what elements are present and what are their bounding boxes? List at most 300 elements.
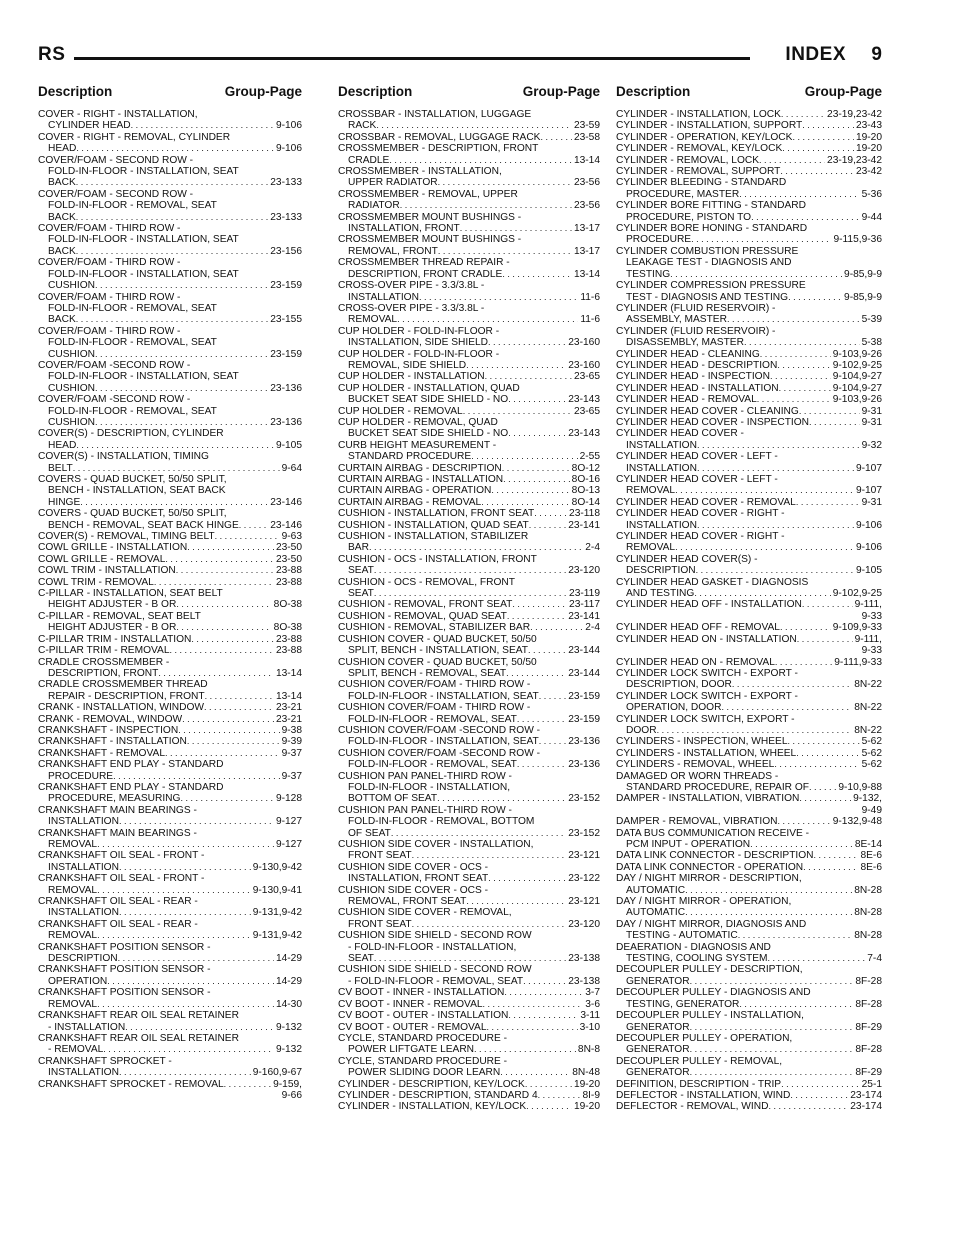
dot-leader bbox=[512, 599, 567, 610]
entry-line bbox=[338, 793, 600, 804]
entry-line bbox=[338, 132, 600, 143]
spacer bbox=[616, 611, 860, 622]
entry-line bbox=[616, 782, 882, 793]
entry-line bbox=[338, 1022, 600, 1033]
dot-leader bbox=[802, 120, 854, 131]
entry-line bbox=[616, 953, 882, 964]
entry-text: COWL TRIM - REMOVAL bbox=[38, 576, 154, 588]
entry-text: CYLINDERS - INSTALLATION, WHEEL bbox=[616, 747, 797, 759]
entry-line bbox=[616, 1067, 882, 1078]
entry-text: FOLD-IN-FLOOR - REMOVAL, BOTTOM bbox=[348, 816, 535, 828]
dot-leader bbox=[539, 736, 567, 747]
index-entry bbox=[338, 657, 600, 680]
entry-text: CRANKSHAFT OIL SEAL - FRONT - bbox=[38, 850, 205, 862]
page-ref-continued: 9-66 bbox=[281, 1089, 302, 1101]
entry-line bbox=[38, 793, 302, 804]
index-entry bbox=[616, 508, 882, 531]
dot-leader bbox=[125, 1022, 274, 1033]
index-entry bbox=[38, 759, 302, 782]
index-entry bbox=[338, 440, 600, 463]
entry-text: COVER/FOAM -SECOND ROW - bbox=[38, 394, 191, 406]
dot-leader bbox=[95, 349, 268, 360]
dot-leader bbox=[534, 508, 567, 519]
entry-text: CUSHION bbox=[48, 382, 95, 394]
page-ref: 9-102,9-25 bbox=[832, 588, 882, 600]
page-ref: 23-136 bbox=[270, 416, 302, 428]
page-ref: 23-120 bbox=[568, 918, 600, 930]
entry-text: CROSSMEMBER MOUNT BUSHINGS - bbox=[338, 234, 522, 246]
entry-line bbox=[38, 200, 302, 211]
entry-text: - INSTALLATION bbox=[48, 1021, 126, 1033]
index-entry bbox=[616, 349, 882, 360]
entry-line bbox=[338, 497, 600, 508]
entry-line bbox=[338, 748, 600, 759]
index-entry bbox=[338, 1079, 600, 1090]
dot-leader bbox=[739, 189, 859, 200]
entry-line bbox=[338, 371, 600, 382]
entry-line bbox=[38, 839, 302, 850]
page-ref: 23-174 bbox=[850, 1101, 882, 1113]
entry-text: CUP HOLDER - REMOVAL, QUAD bbox=[338, 416, 498, 428]
entry-line bbox=[616, 497, 882, 508]
entry-line bbox=[38, 166, 302, 177]
page-ref: 23-58 bbox=[573, 131, 600, 143]
page-ref: 8O-13 bbox=[571, 485, 600, 497]
entry-line bbox=[338, 383, 600, 394]
dot-leader bbox=[685, 907, 852, 918]
index-entry bbox=[616, 691, 882, 714]
entry-text: CURTAIN AIRBAG - DESCRIPTION bbox=[338, 462, 502, 474]
entry-line bbox=[616, 485, 882, 496]
index-entry bbox=[616, 942, 882, 965]
dot-leader bbox=[781, 109, 825, 120]
entry-line bbox=[38, 964, 302, 975]
entry-text: HEIGHT ADJUSTER - B OR bbox=[48, 622, 177, 634]
entry-line bbox=[38, 714, 302, 725]
entry-line bbox=[338, 223, 600, 234]
page-ref: 8I-9 bbox=[582, 1089, 600, 1101]
page-ref: 13-14 bbox=[275, 690, 302, 702]
entry-text: FOLD-IN-FLOOR - REMOVAL, SEAT bbox=[348, 713, 517, 725]
entry-text: DECOUPLER PULLEY - DIAGNOSIS AND bbox=[616, 987, 811, 999]
page-ref: 23-146 bbox=[270, 519, 302, 531]
entry-line bbox=[338, 177, 600, 188]
index-entry bbox=[616, 383, 882, 394]
entry-text: TEST - DIAGNOSIS AND TESTING bbox=[626, 291, 789, 303]
dot-leader bbox=[792, 132, 854, 143]
index-entry bbox=[616, 634, 882, 657]
dot-leader bbox=[690, 976, 854, 987]
page-ref: 9-104,9-27 bbox=[832, 382, 882, 394]
dot-leader bbox=[788, 736, 860, 747]
entry-text: CYLINDER BORE FITTING - STANDARD bbox=[616, 200, 806, 212]
entry-text: CYLINDER HEAD - INSPECTION bbox=[616, 371, 770, 383]
dot-leader bbox=[529, 520, 567, 531]
dot-leader bbox=[738, 930, 853, 941]
entry-text: C-PILLAR TRIM - INSTALLATION bbox=[38, 633, 192, 645]
index-entry bbox=[38, 1033, 302, 1056]
dot-leader bbox=[374, 588, 567, 599]
entry-line bbox=[338, 634, 600, 645]
entry-text: CYLINDER - INSTALLATION, LOCK bbox=[616, 109, 781, 120]
group-page-header: Group-Page bbox=[522, 84, 600, 99]
index-entry bbox=[338, 1033, 600, 1056]
page-ref: 19-20 bbox=[573, 1078, 600, 1090]
index-entry bbox=[38, 964, 302, 987]
entry-line bbox=[616, 964, 882, 975]
entry-text: CYLINDERS - INSPECTION, WHEEL bbox=[616, 736, 788, 748]
entry-text: GENERATOR bbox=[626, 1044, 690, 1056]
dot-leader bbox=[538, 1090, 581, 1101]
index-entry bbox=[38, 542, 302, 553]
index-entry bbox=[38, 155, 302, 189]
index-entry bbox=[616, 474, 882, 497]
index-entry bbox=[616, 451, 882, 474]
page-number: 9 bbox=[871, 44, 882, 65]
dot-leader bbox=[107, 976, 274, 987]
index-entry bbox=[338, 280, 600, 303]
entry-text: BOTTOM OF SEAT bbox=[348, 793, 438, 805]
entry-line bbox=[38, 303, 302, 314]
index-entry bbox=[338, 474, 600, 485]
entry-text: CRANKSHAFT - INSTALLATION bbox=[38, 736, 187, 748]
dot-leader bbox=[95, 383, 268, 394]
entry-line bbox=[616, 976, 882, 987]
entry-text: CUSHION - REMOVAL, FRONT SEAT bbox=[338, 599, 513, 611]
entry-text: DECOUPLER PULLEY - REMOVAL, bbox=[616, 1055, 783, 1067]
entry-text: PROCEDURE, PISTON TO bbox=[626, 211, 752, 223]
page-ref: 23-143 bbox=[568, 394, 600, 406]
entry-text: COVER - RIGHT - REMOVAL, CYLINDER bbox=[38, 131, 231, 143]
entry-line bbox=[38, 736, 302, 747]
index-entry bbox=[616, 1090, 882, 1101]
index-entry bbox=[38, 326, 302, 360]
dot-leader bbox=[691, 234, 831, 245]
entry-line bbox=[38, 577, 302, 588]
page-ref: 8F-29 bbox=[855, 1021, 882, 1033]
entry-line bbox=[338, 736, 600, 747]
entry-line bbox=[338, 143, 600, 154]
index-entry bbox=[38, 748, 302, 759]
entry-line bbox=[616, 1044, 882, 1055]
page-ref: 23-160 bbox=[568, 337, 600, 349]
entry-text: CROSS-OVER PIPE - 3.3/3.8L - bbox=[338, 302, 485, 314]
page-ref: 23-43 bbox=[855, 120, 882, 132]
page-ref: 9-104,9-27 bbox=[832, 371, 882, 383]
page-ref: 3-7 bbox=[585, 987, 600, 999]
entry-line bbox=[616, 508, 882, 519]
entry-line bbox=[38, 326, 302, 337]
page-ref: 23-141 bbox=[568, 519, 600, 531]
entry-text: CURTAIN AIRBAG - OPERATION bbox=[338, 485, 492, 497]
index-entry bbox=[338, 1022, 600, 1033]
entry-text: CUSHION SIDE COVER - INSTALLATION, bbox=[338, 839, 534, 850]
entry-text: TESTING, GENERATOR bbox=[626, 998, 740, 1010]
entry-line bbox=[616, 428, 882, 439]
entry-text: LEAKAGE TEST - DIAGNOSIS AND bbox=[626, 257, 792, 269]
index-entry bbox=[616, 771, 882, 794]
page-ref: 9-37 bbox=[281, 747, 302, 759]
entry-text: ASSEMBLY, MASTER bbox=[626, 314, 727, 326]
entry-line bbox=[616, 748, 882, 759]
page-ref: 8N-28 bbox=[854, 930, 882, 942]
index-entry bbox=[338, 417, 600, 440]
index-entry bbox=[338, 679, 600, 702]
index-entry bbox=[338, 371, 600, 382]
dot-leader bbox=[778, 816, 831, 827]
entry-text: CYLINDER - REMOVAL, LOCK bbox=[616, 154, 760, 166]
entry-text: CUSHION SIDE COVER - OCS - bbox=[338, 861, 488, 873]
entry-line bbox=[338, 679, 600, 690]
index-entry bbox=[338, 1101, 600, 1112]
entry-line bbox=[338, 246, 600, 257]
page-ref: 23-117 bbox=[569, 599, 600, 611]
page-ref: 9-132,9-48 bbox=[832, 816, 882, 828]
entry-line bbox=[38, 371, 302, 382]
dot-leader bbox=[796, 748, 859, 759]
page-ref: 9-10,9-88 bbox=[838, 781, 882, 793]
entry-line bbox=[338, 428, 600, 439]
entry-line bbox=[338, 611, 600, 622]
entry-line bbox=[338, 691, 600, 702]
page-ref: 23-65 bbox=[573, 405, 600, 417]
dot-leader bbox=[790, 1090, 848, 1101]
entry-line bbox=[38, 645, 302, 656]
index-entry bbox=[616, 1033, 882, 1056]
entry-text: DATA LINK CONNECTOR - DESCRIPTION bbox=[616, 850, 814, 862]
entry-line bbox=[616, 463, 882, 474]
entry-line bbox=[616, 337, 882, 348]
entry-text: CROSSMEMBER - INSTALLATION, bbox=[338, 166, 502, 178]
page-ref: 9-106 bbox=[855, 542, 882, 554]
entry-text: CV BOOT - INNER - REMOVAL bbox=[338, 998, 483, 1010]
entry-line bbox=[38, 942, 302, 953]
entry-text: BAR bbox=[348, 542, 369, 554]
entry-text: SEAT bbox=[348, 953, 374, 965]
dot-leader bbox=[419, 292, 578, 303]
page-ref: 23-118 bbox=[569, 508, 600, 520]
entry-line bbox=[38, 816, 302, 827]
entry-line bbox=[616, 223, 882, 234]
entry-line bbox=[616, 257, 882, 268]
entry-line bbox=[38, 463, 302, 474]
entry-text: FOLD-IN-FLOOR - INSTALLATION, SEAT bbox=[348, 736, 539, 748]
entry-line bbox=[38, 497, 302, 508]
entry-text: TESTING bbox=[626, 268, 671, 280]
page-ref: 9-115,9-36 bbox=[833, 234, 882, 246]
entry-text: CROSSBAR - INSTALLATION, LUGGAGE bbox=[338, 109, 532, 120]
page-ref: 9-127 bbox=[275, 816, 302, 828]
index-entry bbox=[338, 1056, 600, 1079]
index-entry bbox=[616, 177, 882, 200]
dot-leader bbox=[412, 850, 567, 861]
page-ref: 8O-14 bbox=[571, 496, 600, 508]
index-entry bbox=[38, 942, 302, 965]
entry-text: DATA LINK CONNECTOR - OPERATION bbox=[616, 861, 804, 873]
entry-text: CUSHION bbox=[48, 280, 95, 292]
index-entry bbox=[616, 862, 882, 873]
entry-line bbox=[38, 657, 302, 668]
entry-line bbox=[38, 451, 302, 462]
manual-code: RS bbox=[38, 44, 66, 65]
entry-line bbox=[616, 474, 882, 485]
entry-line bbox=[616, 440, 882, 451]
entry-line bbox=[616, 554, 882, 565]
index-entry bbox=[616, 246, 882, 280]
index-entry bbox=[38, 828, 302, 851]
entry-line bbox=[38, 554, 302, 565]
entry-line bbox=[338, 109, 600, 120]
index-entry bbox=[338, 132, 600, 143]
entry-line bbox=[38, 1022, 302, 1033]
entry-line bbox=[616, 634, 882, 645]
entry-line bbox=[616, 1033, 882, 1044]
page-ref-continued: 9-33 bbox=[861, 645, 882, 657]
dot-leader bbox=[76, 314, 269, 325]
page-ref: 9-132 bbox=[275, 1044, 302, 1056]
entry-line bbox=[616, 451, 882, 462]
index-entry bbox=[38, 873, 302, 896]
index-entry bbox=[616, 143, 882, 154]
dot-leader bbox=[481, 497, 569, 508]
page-ref: 9-127 bbox=[275, 839, 302, 850]
entry-text: FOLD-IN-FLOOR - REMOVAL, SEAT bbox=[48, 337, 217, 349]
entry-line bbox=[338, 155, 600, 166]
entry-line bbox=[38, 314, 302, 325]
entry-line bbox=[38, 394, 302, 405]
index-entry bbox=[616, 109, 882, 120]
page-ref: 9-132, bbox=[853, 793, 882, 805]
page-ref: 5-62 bbox=[861, 736, 882, 748]
dot-leader bbox=[374, 953, 566, 964]
dot-leader bbox=[76, 177, 269, 188]
entry-text: CYLINDER HEAD GASKET - DIAGNOSIS bbox=[616, 576, 809, 588]
dot-leader bbox=[530, 622, 583, 633]
entry-line bbox=[38, 155, 302, 166]
index-entry bbox=[616, 657, 882, 668]
entry-line bbox=[616, 907, 882, 918]
index-entry bbox=[38, 428, 302, 451]
entry-line bbox=[38, 999, 302, 1010]
entry-text: CUSHION SIDE COVER - OCS - bbox=[338, 884, 488, 896]
dot-leader bbox=[768, 953, 866, 964]
index-entry bbox=[338, 1090, 600, 1101]
entry-line bbox=[616, 1090, 882, 1101]
index-entry bbox=[38, 919, 302, 942]
entry-line bbox=[38, 987, 302, 998]
entry-text: CRANK - INSTALLATION, WINDOW bbox=[38, 702, 205, 714]
page-ref: 9-105 bbox=[275, 439, 302, 451]
entry-line bbox=[338, 919, 600, 930]
index-entry bbox=[38, 634, 302, 645]
entry-text: CRANKSHAFT SPROCKET - REMOVAL bbox=[38, 1078, 224, 1090]
index-entry bbox=[338, 554, 600, 577]
entry-line bbox=[616, 166, 882, 177]
entry-text: CRANKSHAFT POSITION SENSOR - bbox=[38, 964, 211, 976]
dot-leader bbox=[391, 828, 566, 839]
entry-text: CRADLE bbox=[348, 154, 390, 166]
entry-text: CYLINDER LOCK SWITCH - EXPORT - bbox=[616, 667, 798, 679]
entry-line bbox=[338, 850, 600, 861]
index-column-1 bbox=[38, 84, 302, 1101]
entry-line bbox=[38, 1033, 302, 1044]
page-ref: 8O-38 bbox=[273, 599, 302, 611]
dot-leader bbox=[119, 907, 251, 918]
dot-leader bbox=[131, 120, 274, 131]
entry-line bbox=[616, 314, 882, 325]
entry-line bbox=[338, 645, 600, 656]
entry-line bbox=[616, 816, 882, 827]
dot-leader bbox=[389, 155, 572, 166]
group-page-header: Group-Page bbox=[224, 84, 302, 99]
entry-line bbox=[616, 919, 882, 930]
entry-line bbox=[338, 976, 600, 987]
index-entry bbox=[38, 805, 302, 828]
entry-text: CUSHION - INSTALLATION, QUAD SEAT bbox=[338, 519, 529, 531]
page-ref: 23-119 bbox=[569, 588, 600, 600]
page-ref: 9-131,9-42 bbox=[252, 907, 302, 919]
index-entry bbox=[616, 759, 882, 770]
page-ref: 14-29 bbox=[275, 975, 302, 987]
entry-text: CROSSMEMBER - REMOVAL, UPPER bbox=[338, 188, 518, 200]
dot-leader bbox=[696, 565, 854, 576]
index-entry bbox=[38, 782, 302, 805]
index-entry bbox=[338, 987, 600, 998]
index-entry bbox=[338, 1010, 600, 1021]
entry-line bbox=[38, 508, 302, 519]
entry-text: C-PILLAR - INSTALLATION, SEAT BELT bbox=[38, 588, 223, 600]
page-ref: 8N-22 bbox=[854, 702, 882, 714]
entry-line bbox=[616, 109, 882, 120]
entry-text: DATA BUS COMMUNICATION RECEIVE - bbox=[616, 827, 810, 839]
entry-text: BUCKET SEAT SIDE SHIELD - NO bbox=[348, 394, 509, 406]
dot-leader bbox=[760, 349, 831, 360]
entry-text: FOLD-IN-FLOOR - REMOVAL, SEAT bbox=[48, 302, 217, 314]
dot-leader bbox=[750, 839, 853, 850]
index-entry bbox=[338, 964, 600, 987]
entry-line bbox=[616, 360, 882, 371]
index-column-2 bbox=[338, 84, 600, 1113]
entry-text: - REMOVAL bbox=[48, 1044, 104, 1056]
entry-text: CYLINDER - INSTALLATION, SUPPORT bbox=[616, 120, 803, 132]
dot-leader bbox=[118, 953, 274, 964]
entry-text: CYLINDER HEAD COVER - INSPECTION bbox=[616, 416, 810, 428]
entry-text: CUSHION - REMOVAL, STABILIZER BAR bbox=[338, 622, 531, 634]
entry-line bbox=[338, 1010, 600, 1021]
entry-line bbox=[38, 679, 302, 690]
entry-text: CYLINDER - DESCRIPTION, STANDARD 4 bbox=[338, 1089, 538, 1101]
entry-line bbox=[38, 143, 302, 154]
page-ref: 13-14 bbox=[573, 154, 600, 166]
index-entry bbox=[338, 234, 600, 257]
index-entry bbox=[338, 771, 600, 805]
entry-line bbox=[616, 200, 882, 211]
entry-text: REMOVAL, SIDE SHIELD bbox=[348, 359, 467, 371]
entry-text: STANDARD PROCEDURE bbox=[348, 451, 472, 463]
dot-leader bbox=[809, 782, 836, 793]
dot-leader bbox=[803, 862, 858, 873]
entry-text: CROSSBAR - REMOVAL, LUGGAGE RACK bbox=[338, 131, 541, 143]
entry-line bbox=[616, 383, 882, 394]
entry-text: REMOVAL bbox=[48, 930, 98, 942]
dot-leader bbox=[802, 599, 853, 610]
dot-leader bbox=[657, 725, 853, 736]
dot-leader bbox=[76, 246, 269, 257]
entry-text: CUSHION - REMOVAL, QUAD SEAT bbox=[338, 610, 507, 622]
dot-leader bbox=[799, 793, 851, 804]
entry-line bbox=[338, 349, 600, 360]
entry-line bbox=[338, 953, 600, 964]
